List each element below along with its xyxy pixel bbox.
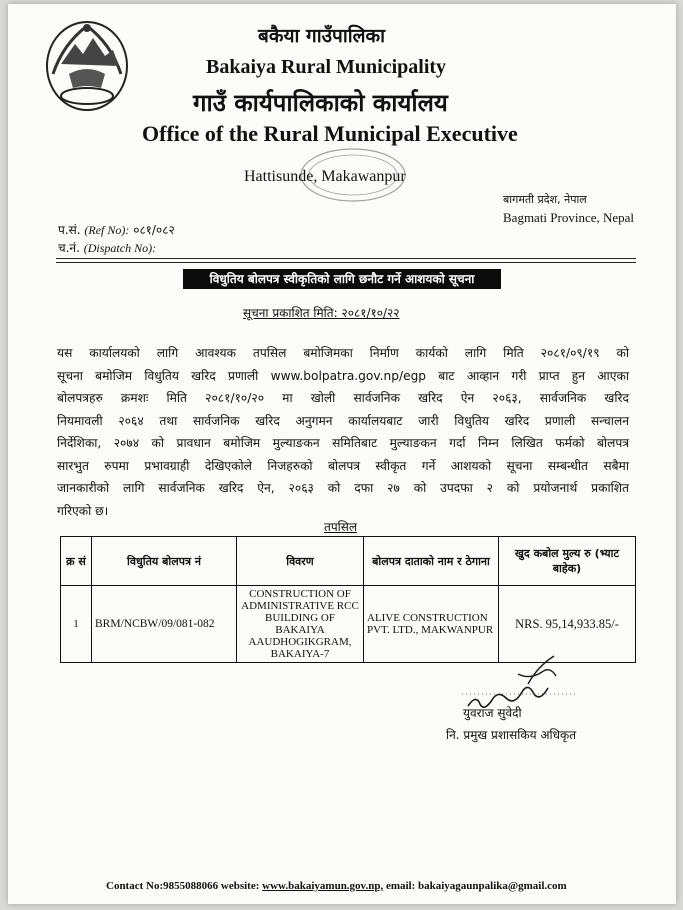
- body-line: निर्देशिका, २०७४ को प्रावधान बमोजिम मुल्याङकन समितिबाट मुल्याङकन गर्दा निम्न लिखित फर्मको बोलपत्र: [57, 436, 629, 450]
- bid-table: [60, 536, 636, 663]
- document-page: [8, 4, 676, 904]
- published-date: सूचना प्रकाशित मिति: २०८१/१०/२२: [243, 306, 400, 320]
- header-divider-thin: [56, 262, 636, 263]
- municipality-name-english: Bakaiya Rural Municipality: [206, 56, 447, 78]
- notice-title: विधुतिय बोलपत्र स्वीकृतिको लागि छनौट गर्ने आशयको सूचना: [183, 269, 501, 289]
- body-line: सारभुत रुपमा प्रभावग्राही देखिएकोले निजहरुको बोलपत्र स्वीकृत गर्ने आशयको सूचना सम्बन्धीत सबैमा: [57, 458, 629, 473]
- contact-number: Contact No:9855088066: [106, 880, 219, 892]
- dispatch-number: [58, 239, 156, 256]
- ref-label-english: (Ref No):: [84, 223, 130, 237]
- cell-bidder: ALIVE CONSTRUCTION PVT. LTD., MAKWANPUR: [364, 586, 499, 663]
- table-row: [61, 586, 636, 663]
- body-line: गरिएको छ।: [57, 503, 109, 518]
- dispatch-label-nepali: च.नं.: [58, 241, 80, 255]
- website-label: website:: [220, 880, 260, 892]
- province-english: Bagmati Province, Nepal: [503, 210, 635, 225]
- body-line: यस कार्यालयको लागि आवश्यक तपसिल बमोजिमका निर्माण कार्यको लागि मिति २०८१/०९/१९ को: [57, 346, 629, 360]
- body-line: जानकारीको लागि सार्वजनिक खरिद ऐन, २०६३ को दफा २७ को उपदफा २ को प्रयोजनार्थ प्रकाशित: [57, 481, 629, 495]
- col-bidder: बोलपत्र दाताको नाम र ठेगाना: [364, 537, 499, 586]
- province-nepali: बागमती प्रदेश, नेपाल: [503, 193, 587, 206]
- cell-amount: NRS. 95,14,933.85/-: [499, 586, 636, 663]
- nepal-government-emblem: [43, 14, 131, 114]
- col-serial: क्र सं: [61, 537, 92, 586]
- ref-label-nepali: प.सं.: [58, 223, 81, 237]
- table-header-row: [61, 537, 636, 586]
- body-line: नियमावली २०६४ तथा सार्वजनिक खरिद अनुगमन कार्यालयबाट जारी विधुतिय खरिद प्रणाली सन्चालन: [57, 413, 629, 428]
- office-name-nepali: गाउँ कार्यपालिकाको कार्यालय: [193, 89, 448, 117]
- email-address[interactable]: bakaiyagaunpalika@gmail.com: [418, 880, 567, 892]
- ref-value: ०८१/०८२: [133, 223, 175, 237]
- header-divider: [56, 258, 636, 259]
- cell-bid-number: BRM/NCBW/09/081-082: [92, 586, 237, 663]
- cell-description: CONSTRUCTION OF ADMINISTRATIVE RCC BUILDING OF BAKAIYA AAUDHOGIKGRAM, BAKAIYA-7: [237, 586, 364, 663]
- reference-number: [58, 221, 175, 238]
- body-line: बोलपत्रहरु क्रमशः मिति २०८१/१०/२० मा खोली सार्वजनिक खरिद ऐन २०६३, सार्वजनिक खरिद: [57, 391, 629, 405]
- col-bid-number: विधुतिय बोलपत्र नं: [92, 537, 237, 586]
- office-address: Hattisunde, Makawanpur: [244, 168, 406, 185]
- email-label: email:: [385, 880, 416, 892]
- signatory-name: युवराज सुवेदी: [463, 706, 522, 720]
- table-caption: तपसिल: [324, 520, 358, 534]
- col-description: विवरण: [237, 537, 364, 586]
- cell-serial: 1: [61, 586, 92, 663]
- municipality-name-nepali: बकैया गाउँपालिका: [258, 25, 386, 47]
- signatory-title: नि. प्रमुख प्रशासकिय अधिकृत: [446, 728, 577, 742]
- col-amount: खुद कबोल मुल्य रु (भ्याट बाहेक): [499, 537, 636, 586]
- office-name-english: Office of the Rural Municipal Executive: [142, 121, 518, 146]
- footer-contact: [106, 880, 567, 892]
- body-line: सूचना बमोजिम विधुतिय खरिद प्रणाली www.bolpatra.gov.np/egp बाट आव्हान गरी प्राप्त हुन आएका: [57, 368, 629, 383]
- dispatch-label-english: (Dispatch No):: [83, 241, 157, 255]
- website-link[interactable]: www.bakaiyamun.gov.np,: [262, 880, 384, 892]
- notice-body: [57, 342, 629, 522]
